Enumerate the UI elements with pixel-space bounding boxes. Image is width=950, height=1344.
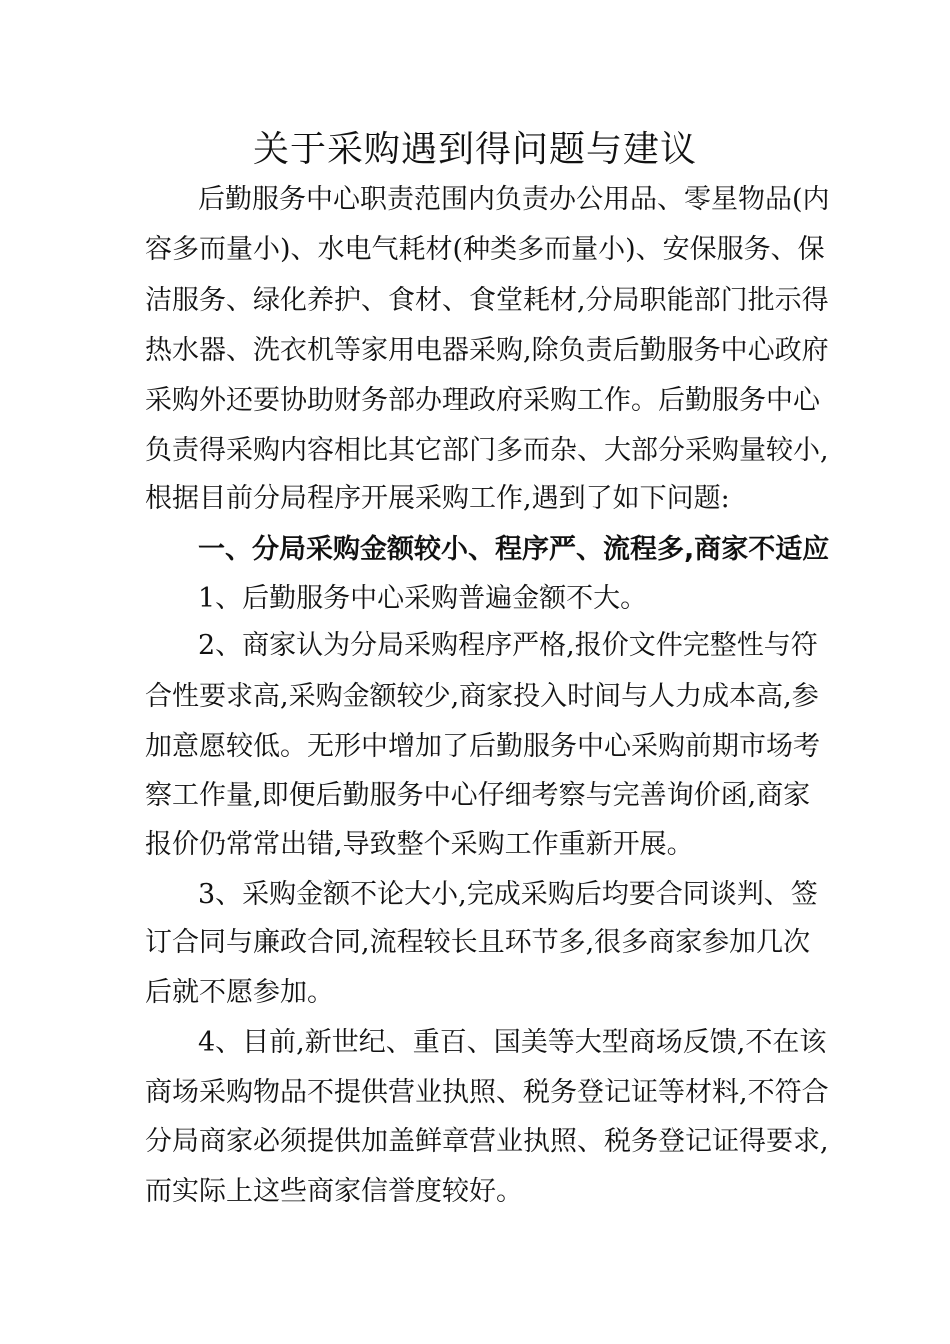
intro-line-4: 热水器、洗衣机等家用电器采购,除负责后勤服务中心政府 (145, 335, 829, 366)
paragraph-line (0, 426, 950, 476)
intro-line-7: 根据目前分局程序开展采购工作,遇到了如下问题: (145, 483, 730, 514)
item2-line-5: 报价仍常常出错,导致整个采购工作重新开展。 (145, 829, 694, 860)
intro-line-2: 容多而量小)、水电气耗材(种类多而量小)、安保服务、保 (145, 234, 825, 265)
paragraph-line (0, 225, 950, 275)
paragraph-line (0, 771, 950, 821)
item3-line-3: 后就不愿参加。 (145, 977, 334, 1008)
item2-line-1: 2、商家认为分局采购程序严格,报价文件完整性与符 (198, 630, 818, 661)
paragraph-line (0, 968, 950, 1018)
paragraph-line (0, 722, 950, 772)
paragraph-line (0, 276, 950, 326)
item4-line-4: 而实际上这些商家信誉度较好。 (145, 1176, 523, 1207)
intro-line-3: 洁服务、绿化养护、食材、食堂耗材,分局职能部门批示得 (145, 285, 829, 316)
item3-line-1: 3、采购金额不论大小,完成采购后均要合同谈判、签 (198, 879, 818, 910)
item2-line-2: 合性要求高,采购金额较少,商家投入时间与人力成本高,参 (145, 681, 819, 712)
paragraph-line (0, 870, 950, 920)
section-heading-line (0, 525, 950, 575)
item2-line-3: 加意愿较低。无形中增加了后勤服务中心采购前期市场考 (145, 731, 820, 762)
document-title: 关于采购遇到得问题与建议 (252, 129, 697, 170)
item1-line-1: 1、后勤服务中心采购普遍金额不大。 (198, 583, 648, 614)
paragraph-line (0, 1117, 950, 1167)
intro-line-5: 采购外还要协助财务部办理政府采购工作。后勤服务中心 (145, 385, 820, 416)
paragraph-line (0, 672, 950, 722)
paragraph-line (0, 820, 950, 870)
item3-line-2: 订合同与廉政合同,流程较长且环节多,很多商家参加几次 (145, 927, 811, 958)
item4-line-2: 商场采购物品不提供营业执照、税务登记证等材料,不符合 (145, 1077, 829, 1108)
paragraph-line (0, 1068, 950, 1118)
item2-line-4: 察工作量,即便后勤服务中心仔细考察与完善询价函,商家 (145, 780, 811, 811)
paragraph-line (0, 1167, 950, 1217)
paragraph-line (0, 175, 950, 225)
paragraph-line (0, 621, 950, 671)
section-heading: 一、分局采购金额较小、程序严、流程多,商家不适应 (198, 534, 830, 565)
item4-line-1: 4、目前,新世纪、重百、国美等大型商场反馈,不在该 (198, 1027, 827, 1058)
paragraph-line (0, 574, 950, 624)
paragraph-line (0, 376, 950, 426)
paragraph-line (0, 1018, 950, 1068)
item4-line-3: 分局商家必须提供加盖鲜章营业执照、税务登记证得要求, (145, 1126, 829, 1157)
intro-line-1: 后勤服务中心职责范围内负责办公用品、零星物品(内 (198, 184, 830, 215)
intro-line-6: 负责得采购内容相比其它部门多而杂、大部分采购量较小, (145, 435, 829, 466)
paragraph-line (0, 918, 950, 968)
paragraph-line (0, 326, 950, 376)
paragraph-line (0, 474, 950, 524)
